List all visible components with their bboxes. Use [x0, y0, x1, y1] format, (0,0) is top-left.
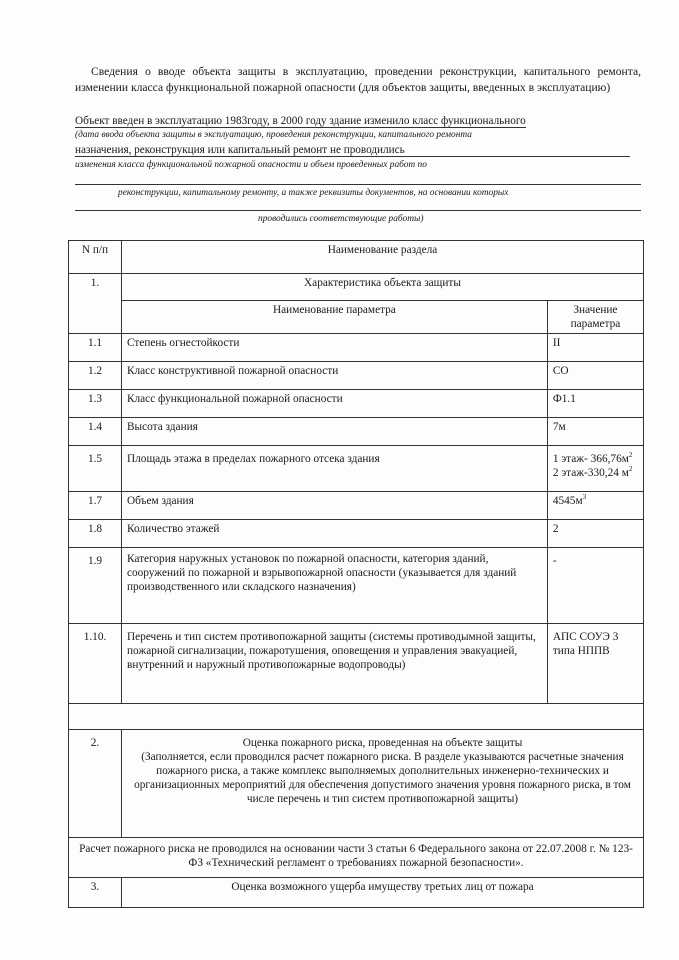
section2-title: Оценка пожарного риска, проведенная на объекте защиты: [242, 737, 523, 749]
section2-row: [69, 730, 644, 838]
row-param-value: [547, 492, 643, 520]
row-param-value: Ф1.1: [547, 390, 643, 418]
area-unit-sup: 2: [628, 451, 633, 460]
area-floor2: 2 этаж-330,24 м: [552, 467, 629, 479]
blank-line-1: [75, 184, 641, 185]
row-param-value: 7м: [547, 418, 643, 446]
row-num: 1.1: [69, 334, 122, 362]
row-param-value: -: [547, 548, 643, 624]
table-row: [69, 520, 644, 548]
section1-row: [69, 274, 644, 301]
hint-line-4: проводились соответствующие работы): [258, 214, 424, 224]
section2-num: 2.: [69, 730, 122, 838]
section2-cell: [122, 730, 644, 838]
row-param-name: Количество этажей: [122, 520, 548, 548]
table-row: [69, 624, 644, 704]
row-param-value: 2: [547, 520, 643, 548]
blank-line-2: [75, 210, 641, 211]
empty-cell: [69, 704, 644, 730]
row-param-name: Высота здания: [122, 418, 548, 446]
row-param-name: Класс конструктивной пожарной опасности: [122, 362, 548, 390]
section1-title: Характеристика объекта защиты: [122, 274, 644, 301]
row-num: 1.4: [69, 418, 122, 446]
row-param-name: Перечень и тип систем противопожарной защиты (системы противодымной защиты, пожарной сигнализации, пожаротушения, оповещения и управления эвакуацией, внутренний и наружный противопожарные водопроводы): [122, 624, 548, 704]
section3-title: Оценка возможного ущерба имуществу третьих лиц от пожара: [122, 878, 644, 908]
section2-note: Расчет пожарного риска не проводился на основании части 3 статьи 6 Федерального закона от 22.07.2008 г. № 123-ФЗ «Технический регламент о требованиях пожарной безопасности».: [69, 838, 644, 878]
row-param-name: Площадь этажа в пределах пожарного отсека здания: [122, 446, 548, 492]
section1-num: 1.: [69, 274, 122, 334]
hint-line-3: реконструкции, капитальному ремонту, а также реквизиты документов, на основании которых: [118, 188, 509, 198]
row-param-name: Класс функциональной пожарной опасности: [122, 390, 548, 418]
row-num: 1.7: [69, 492, 122, 520]
area-unit-sup: 2: [628, 465, 633, 474]
volume-value: 4545м: [552, 495, 583, 507]
row-num: 1.10.: [69, 624, 122, 704]
volume-unit-sup: 3: [582, 493, 587, 502]
table-row: [69, 362, 644, 390]
row-num: 1.3: [69, 390, 122, 418]
fill-line-2: назначения, реконструкция или капитальный ремонт не проводились: [75, 144, 630, 157]
row-param-value: АПС СОУЭ 3 типа НППВ: [547, 624, 643, 704]
fire-safety-table: [68, 240, 644, 908]
row-num: 1.9: [69, 548, 122, 624]
row-num: 1.5: [69, 446, 122, 492]
area-floor1: 1 этаж- 366,76м: [552, 453, 629, 465]
table-row: [69, 418, 644, 446]
fill-line-1: Объект введен в эксплуатацию 1983году, в 2000 году здание изменило класс функционального: [75, 115, 526, 127]
table-row: [69, 334, 644, 362]
section2-note-row: [69, 838, 644, 878]
row-param-value: II: [547, 334, 643, 362]
section2-desc: (Заполняется, если проводился расчет пожарного риска. В разделе указываются расчетные значения пожарного риска, а также комплекс выполняемых дополнительных инженерно-технических и организационных мероприятий для обеспечения допустимого значения уровня пожарного риска, в том числе перечень и тип систем противопожарной защиты): [134, 751, 631, 805]
row-param-name: Объем здания: [122, 492, 548, 520]
table-row: [69, 390, 644, 418]
hint-line-2: изменения класса функциональной пожарной опасности и объем проведенных работ по: [75, 160, 427, 170]
param-header: Наименование параметра: [122, 301, 548, 334]
param-header-row: [69, 301, 644, 334]
intro-text: Сведения о вводе объекта защиты в эксплуатацию, проведении реконструкции, капитального ремонта, изменении класса функциональной пожарной опасности (для объектов защиты, введенных в эксплуатацию): [75, 65, 641, 94]
table-header-row: [69, 241, 644, 274]
row-param-name: Степень огнестойкости: [122, 334, 548, 362]
row-param-name: Категория наружных установок по пожарной опасности, категория зданий, сооружений по пожарной и взрывопожарной опасности (указывается для зданий производственного или складского назначения): [122, 548, 548, 624]
row-param-value: [547, 446, 643, 492]
section3-row: [69, 878, 644, 908]
col-num-header: N п/п: [69, 241, 122, 274]
hint-line-1: (дата ввода объекта защиты в эксплуатацию, проведения реконструкции, капитального ремонта: [75, 130, 472, 140]
table-row: [69, 492, 644, 520]
intro-paragraph: [75, 64, 641, 96]
section3-num: 3.: [69, 878, 122, 908]
value-header: Значение параметра: [547, 301, 643, 334]
table-row: [69, 446, 644, 492]
row-param-value: СО: [547, 362, 643, 390]
row-num: 1.8: [69, 520, 122, 548]
row-num: 1.2: [69, 362, 122, 390]
empty-row: [69, 704, 644, 730]
table-row: [69, 548, 644, 624]
col-section-header: Наименование раздела: [122, 241, 644, 274]
